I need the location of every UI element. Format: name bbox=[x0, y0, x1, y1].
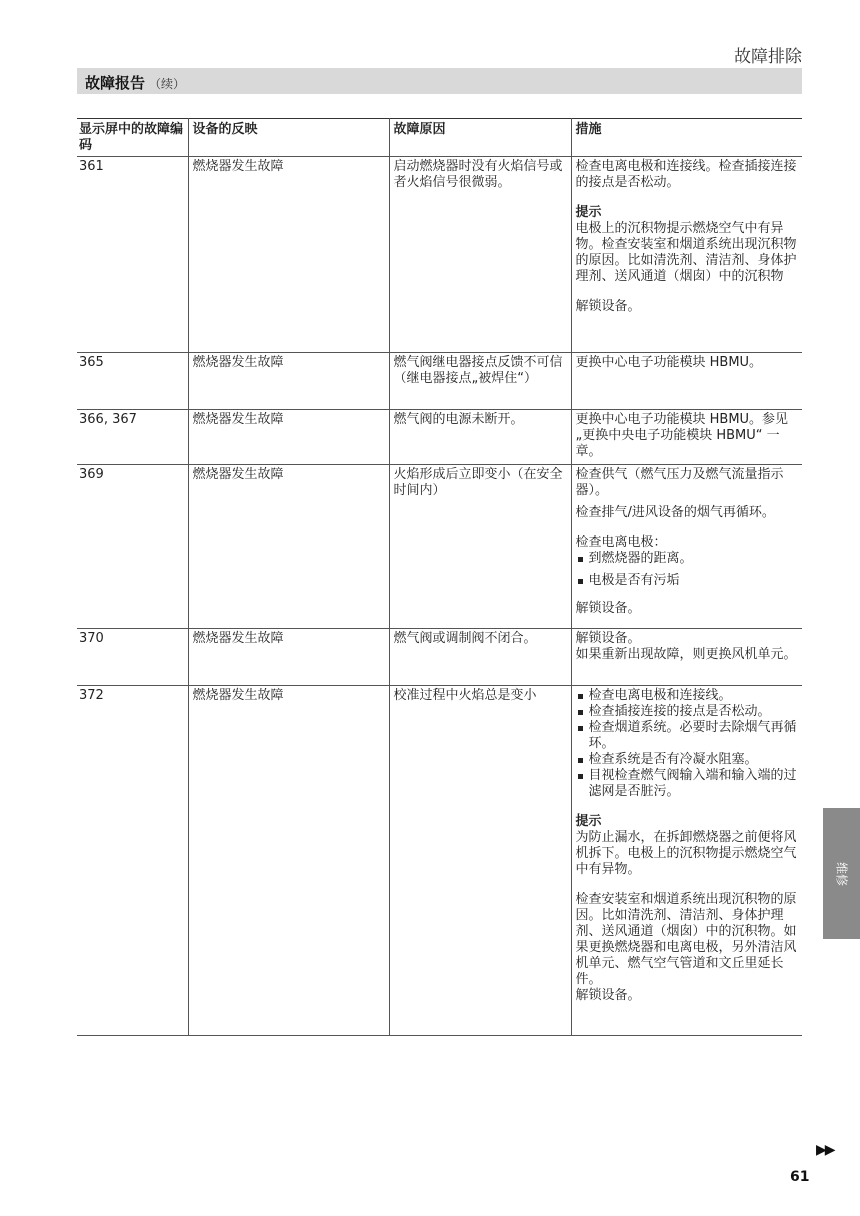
table-row bbox=[77, 410, 802, 465]
fault-cause: 燃气阀的电源未断开。 bbox=[389, 410, 571, 465]
fault-code: 361 bbox=[79, 159, 104, 174]
next-page-icon: ▶▶ bbox=[816, 1142, 834, 1158]
section-title bbox=[85, 72, 185, 93]
measure-text: 解锁设备。 bbox=[575, 631, 641, 646]
fault-cause: 启动燃烧器时没有火焰信号或者火焰信号很微弱。 bbox=[389, 157, 571, 353]
measures bbox=[571, 353, 802, 410]
measures bbox=[571, 629, 802, 686]
measure-text-2: 如果重新出现故障，则更换风机单元。 bbox=[575, 647, 797, 662]
unlock-text: 解锁设备。 bbox=[575, 299, 641, 314]
unlock-text: 解锁设备。 bbox=[575, 988, 641, 1003]
table-row bbox=[77, 353, 802, 410]
bullet-item: 检查系统是否有冷凝水阻塞。 bbox=[576, 752, 799, 768]
measure-text: 检查安装室和烟道系统出现沉积物的原因。比如清洗剂、清洁剂、身体护理剂、送风通道（烟囱）中的沉积物。如果更换燃烧器和电离电极，另外清洁风机单元、燃气空气管道和文丘里延长件。 bbox=[575, 892, 797, 987]
tip-label: 提示 bbox=[575, 205, 602, 220]
bullet-list bbox=[576, 551, 799, 589]
table-row bbox=[77, 465, 802, 629]
table-header-row bbox=[77, 119, 802, 157]
fault-code: 365 bbox=[79, 355, 104, 370]
table-row bbox=[77, 629, 802, 686]
measures bbox=[571, 410, 802, 465]
device-reaction: 燃烧器发生故障 bbox=[188, 410, 389, 465]
fault-cause: 燃气阀继电器接点反馈不可信（继电器接点„被焊住“） bbox=[389, 353, 571, 410]
fault-report-table bbox=[77, 118, 802, 1036]
tip-label: 提示 bbox=[575, 814, 602, 829]
header-fault-code: 显示屏中的故障编码 bbox=[79, 122, 184, 153]
fault-code: 370 bbox=[79, 631, 104, 646]
tip-text: 为防止漏水，在拆卸燃烧器之前便将风机拆下。电极上的沉积物提示燃烧空气中有异物。 bbox=[575, 830, 797, 877]
device-reaction: 燃烧器发生故障 bbox=[188, 629, 389, 686]
measures bbox=[571, 157, 802, 353]
side-tab-maintenance bbox=[823, 808, 860, 939]
page-number: 61 bbox=[790, 1169, 810, 1185]
measure-text: 检查电离电极和连接线。检查插接连接的接点是否松动。 bbox=[575, 159, 797, 190]
unlock-text: 解锁设备。 bbox=[575, 601, 641, 616]
bullet-item: 电极是否有污垢 bbox=[576, 573, 799, 589]
fault-cause: 火焰形成后立即变小（在安全时间内） bbox=[389, 465, 571, 629]
electrode-check-label: 检查电离电极： bbox=[575, 535, 667, 550]
device-reaction: 燃烧器发生故障 bbox=[188, 353, 389, 410]
bullet-list bbox=[576, 688, 799, 800]
device-reaction: 燃烧器发生故障 bbox=[188, 157, 389, 353]
fault-cause: 燃气阀或调制阀不闭合。 bbox=[389, 629, 571, 686]
fault-cause: 校准过程中火焰总是变小 bbox=[389, 686, 571, 1036]
bullet-item: 目视检查燃气阀输入端和输入端的过滤网是否脏污。 bbox=[576, 768, 799, 800]
table-row bbox=[77, 686, 802, 1036]
bullet-item: 检查插接连接的接点是否松动。 bbox=[576, 704, 799, 720]
bullet-item: 检查电离电极和连接线。 bbox=[576, 688, 799, 704]
table-row bbox=[77, 157, 802, 353]
measures bbox=[571, 465, 802, 629]
section-continued: （续） bbox=[149, 77, 186, 91]
fault-code: 369 bbox=[79, 467, 104, 482]
fault-code: 372 bbox=[79, 688, 104, 703]
bullet-item: 到燃烧器的距离。 bbox=[576, 551, 799, 567]
measure-text: 更换中心电子功能模块 HBMU。参见„更换中央电子功能模块 HBMU“ 一章。 bbox=[575, 412, 789, 459]
measure-text: 更换中心电子功能模块 HBMU。 bbox=[575, 355, 763, 370]
fault-code: 366, 367 bbox=[79, 412, 137, 427]
header-fault-cause: 故障原因 bbox=[389, 119, 571, 157]
measure-text-2: 检查排气/进风设备的烟气再循环。 bbox=[575, 505, 775, 520]
device-reaction: 燃烧器发生故障 bbox=[188, 465, 389, 629]
measures bbox=[571, 686, 802, 1036]
device-reaction: 燃烧器发生故障 bbox=[188, 686, 389, 1036]
tip-text: 电极上的沉积物提示燃烧空气中有异物。检查安装室和烟道系统出现沉积物的原因。比如清洗剂、清洁剂、身体护理剂、送风通道（烟囱）中的沉积物 bbox=[575, 221, 797, 284]
header-measures: 措施 bbox=[571, 119, 802, 157]
side-tab-label: 维修 bbox=[834, 861, 848, 886]
section-title-text: 故障报告 bbox=[85, 74, 146, 92]
section-bar bbox=[77, 68, 802, 94]
header-device-reaction: 设备的反映 bbox=[188, 119, 389, 157]
measure-text: 检查供气（燃气压力及燃气流量指示器）。 bbox=[575, 467, 784, 498]
bullet-item: 检查烟道系统。必要时去除烟气再循环。 bbox=[576, 720, 799, 752]
page-header-title: 故障排除 bbox=[734, 47, 802, 67]
